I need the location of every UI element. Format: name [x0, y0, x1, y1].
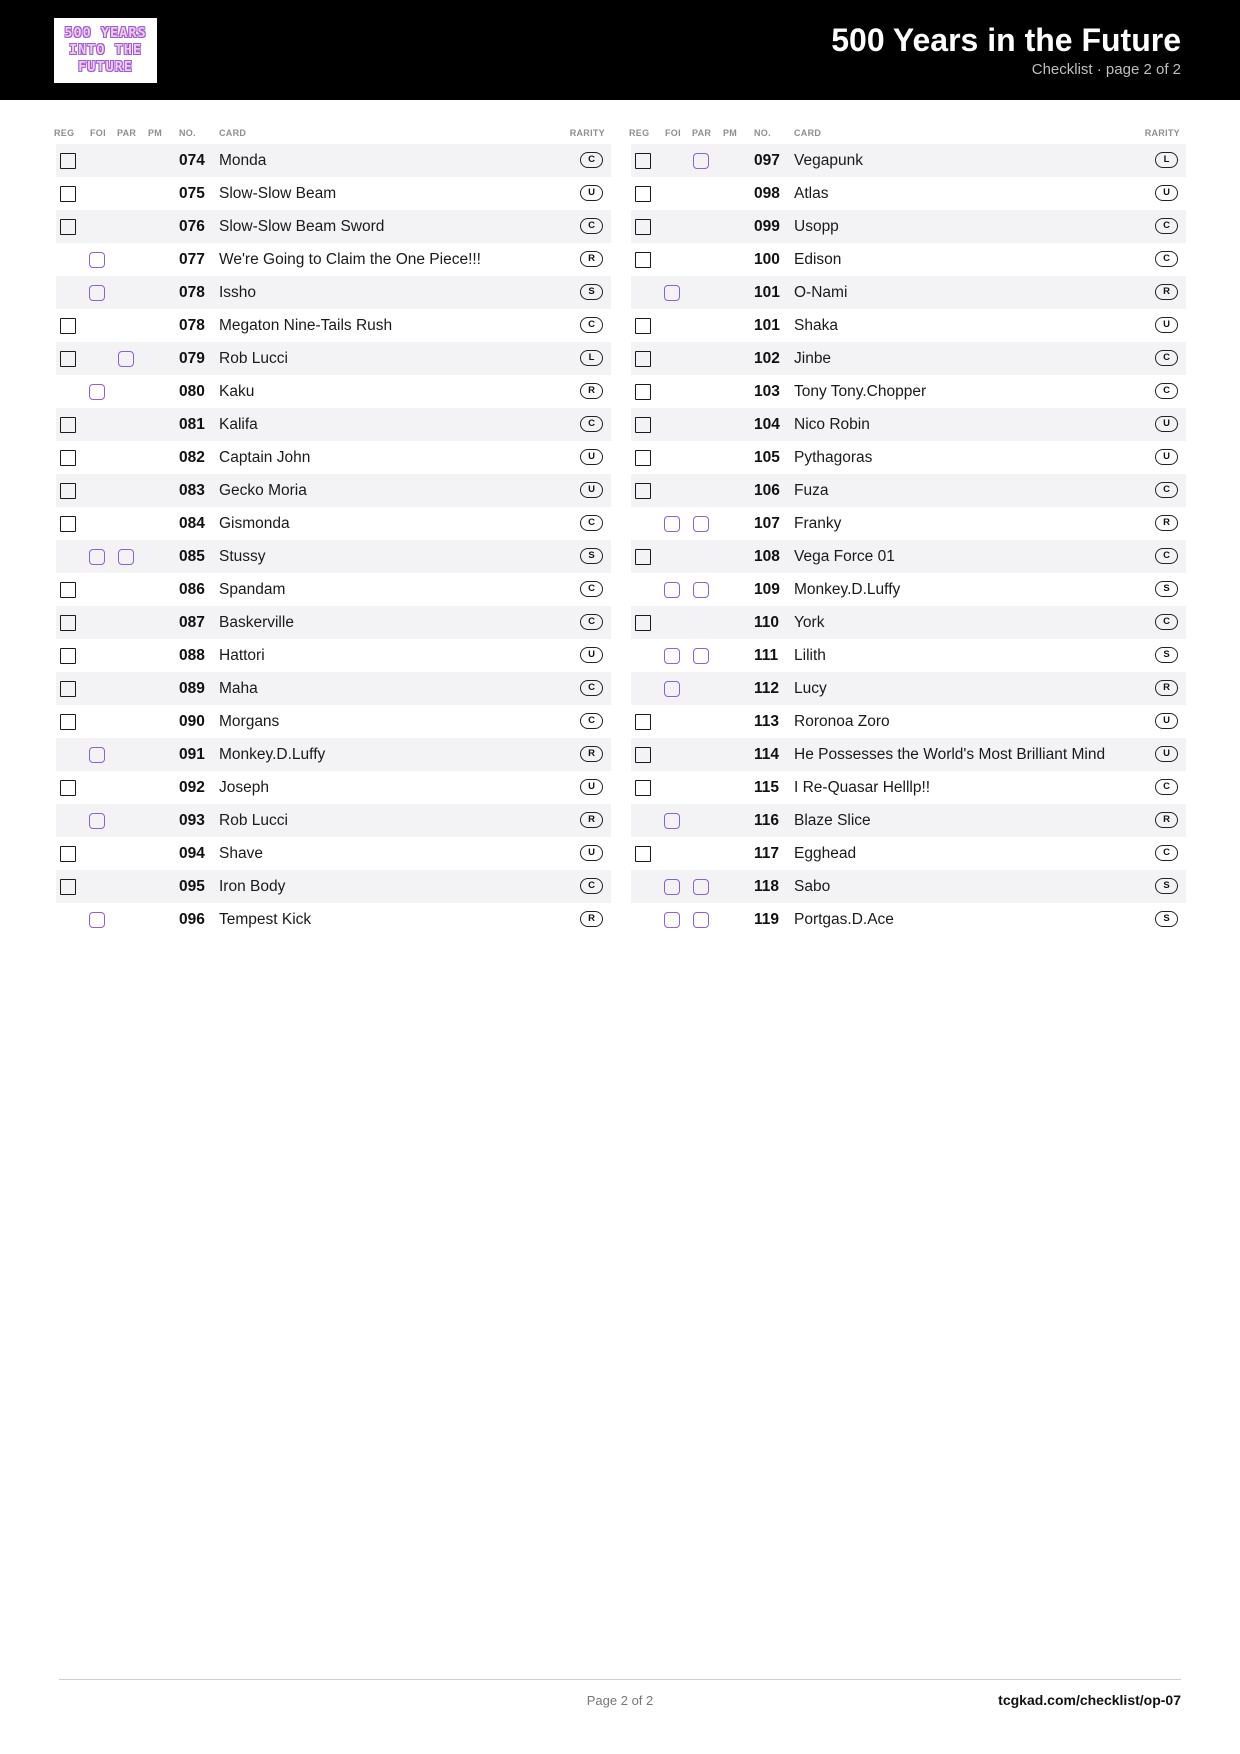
card-number: 102: [754, 350, 780, 367]
rarity-badge: U: [580, 482, 603, 498]
table-row: [631, 375, 1186, 408]
card-name: Sabo: [794, 878, 831, 895]
card-number: 106: [754, 482, 780, 499]
rarity-badge: S: [1155, 878, 1178, 894]
reg-checkbox[interactable]: [635, 846, 651, 862]
table-row: [56, 474, 611, 507]
header-pm: PM: [148, 128, 163, 138]
reg-checkbox[interactable]: [635, 549, 651, 565]
card-number: 075: [179, 185, 205, 202]
reg-checkbox[interactable]: [635, 351, 651, 367]
card-name: Egghead: [794, 845, 857, 862]
column-headers: [631, 124, 1186, 144]
card-number: 100: [754, 251, 780, 268]
card-number: 101: [754, 284, 780, 301]
card-number: 082: [179, 449, 205, 466]
card-name: Kalifa: [219, 416, 258, 433]
card-name: Joseph: [219, 779, 269, 796]
footer-url: tcgkad.com/checklist/op-07: [998, 1692, 1181, 1708]
card-name: Captain John: [219, 449, 311, 466]
rarity-badge: U: [1155, 713, 1178, 729]
card-name: Spandam: [219, 581, 286, 598]
card-number: 098: [754, 185, 780, 202]
table-row: [631, 639, 1186, 672]
header-foi: FOI: [90, 128, 106, 138]
table-row: [631, 705, 1186, 738]
card-name: Gismonda: [219, 515, 290, 532]
card-name: We're Going to Claim the One Piece!!!: [219, 251, 481, 268]
header-reg: REG: [54, 128, 75, 138]
table-row: [56, 144, 611, 177]
reg-checkbox[interactable]: [60, 450, 76, 466]
card-name: Gecko Moria: [219, 482, 307, 499]
card-name: Vega Force 01: [794, 548, 895, 565]
card-name: Megaton Nine-Tails Rush: [219, 317, 393, 334]
card-number: 101: [754, 317, 780, 334]
card-name: Nico Robin: [794, 416, 870, 433]
card-number: 090: [179, 713, 205, 730]
header-rarity: RARITY: [1144, 128, 1180, 138]
page-header: [0, 0, 1240, 100]
card-name: Monda: [219, 152, 267, 169]
reg-checkbox[interactable]: [60, 516, 76, 532]
reg-checkbox[interactable]: [635, 417, 651, 433]
table-row: [56, 243, 611, 276]
rarity-badge: U: [1155, 317, 1178, 333]
card-number: 110: [754, 614, 780, 631]
page-subtitle: Checklist · page 2 of 2: [1031, 61, 1181, 78]
table-row: [631, 144, 1186, 177]
parallel-checkbox[interactable]: [693, 648, 709, 664]
foil-checkbox[interactable]: [89, 252, 105, 268]
rarity-badge: R: [580, 911, 603, 927]
reg-checkbox[interactable]: [60, 648, 76, 664]
header-no: NO.: [754, 128, 771, 138]
rarity-badge: C: [580, 218, 603, 234]
reg-checkbox[interactable]: [635, 219, 651, 235]
reg-checkbox[interactable]: [60, 681, 76, 697]
card-number: 104: [754, 416, 780, 433]
card-name: Maha: [219, 680, 258, 697]
reg-checkbox[interactable]: [60, 714, 76, 730]
reg-checkbox[interactable]: [60, 318, 76, 334]
table-row: [56, 606, 611, 639]
card-number: 076: [179, 218, 205, 235]
card-number: 103: [754, 383, 780, 400]
foil-checkbox[interactable]: [664, 516, 680, 532]
card-name: Monkey.D.Luffy: [219, 746, 326, 763]
reg-checkbox[interactable]: [635, 780, 651, 796]
table-row: [56, 837, 611, 870]
table-row: [56, 210, 611, 243]
foil-checkbox[interactable]: [664, 912, 680, 928]
card-name: Lucy: [794, 680, 827, 697]
foil-checkbox[interactable]: [664, 813, 680, 829]
card-name: O-Nami: [794, 284, 848, 301]
table-row: [56, 375, 611, 408]
rarity-badge: R: [1155, 515, 1178, 531]
reg-checkbox[interactable]: [60, 879, 76, 895]
parallel-checkbox[interactable]: [693, 912, 709, 928]
rarity-badge: R: [1155, 284, 1178, 300]
reg-checkbox[interactable]: [60, 582, 76, 598]
header-reg: REG: [629, 128, 650, 138]
card-name: Issho: [219, 284, 257, 301]
rarity-badge: C: [580, 152, 603, 168]
card-number: 119: [754, 911, 780, 928]
card-name: Jinbe: [794, 350, 832, 367]
rarity-badge: S: [580, 284, 603, 300]
table-row: [56, 507, 611, 540]
reg-checkbox[interactable]: [60, 417, 76, 433]
card-number: 114: [754, 746, 780, 763]
table-row: [631, 177, 1186, 210]
reg-checkbox[interactable]: [635, 153, 651, 169]
rarity-badge: R: [580, 812, 603, 828]
rarity-badge: U: [580, 647, 603, 663]
table-row: [631, 507, 1186, 540]
column-headers: [56, 124, 611, 144]
card-name: Usopp: [794, 218, 839, 235]
card-name: I Re-Quasar Helllp!!: [794, 779, 931, 796]
rarity-badge: R: [1155, 680, 1178, 696]
rarity-badge: L: [580, 350, 603, 366]
header-foi: FOI: [665, 128, 681, 138]
table-row: [56, 441, 611, 474]
rarity-badge: C: [1155, 383, 1178, 399]
card-name: Stussy: [219, 548, 266, 565]
reg-checkbox[interactable]: [635, 186, 651, 202]
card-name: Iron Body: [219, 878, 286, 895]
card-number: 107: [754, 515, 780, 532]
card-number: 084: [179, 515, 205, 532]
checklist-column-left: [56, 124, 611, 936]
reg-checkbox[interactable]: [635, 483, 651, 499]
table-row: [56, 903, 611, 936]
header-par: PAR: [692, 128, 712, 138]
table-row: [56, 639, 611, 672]
rarity-badge: U: [580, 449, 603, 465]
card-number: 078: [179, 284, 205, 301]
rarity-badge: C: [580, 713, 603, 729]
card-name: Tempest Kick: [219, 911, 312, 928]
card-number: 115: [754, 779, 780, 796]
header-rarity: RARITY: [569, 128, 605, 138]
card-number: 094: [179, 845, 205, 862]
card-number: 085: [179, 548, 205, 565]
rarity-badge: C: [1155, 251, 1178, 267]
card-number: 093: [179, 812, 205, 829]
card-number: 108: [754, 548, 780, 565]
table-row: [631, 672, 1186, 705]
rarity-badge: R: [1155, 812, 1178, 828]
rarity-badge: C: [1155, 779, 1178, 795]
card-name: Edison: [794, 251, 842, 268]
card-name: Morgans: [219, 713, 280, 730]
card-number: 079: [179, 350, 205, 367]
reg-checkbox[interactable]: [635, 747, 651, 763]
card-number: 087: [179, 614, 205, 631]
header-pm: PM: [723, 128, 738, 138]
card-name: Blaze Slice: [794, 812, 871, 829]
table-row: [631, 606, 1186, 639]
table-row: [56, 309, 611, 342]
card-name: He Possesses the World's Most Brilliant Mind: [794, 746, 1106, 763]
rarity-badge: R: [580, 251, 603, 267]
card-number: 092: [179, 779, 205, 796]
reg-checkbox[interactable]: [60, 153, 76, 169]
card-name: Fuza: [794, 482, 829, 499]
rarity-badge: C: [580, 416, 603, 432]
reg-checkbox[interactable]: [60, 186, 76, 202]
card-name: Vegapunk: [794, 152, 863, 169]
reg-checkbox[interactable]: [60, 846, 76, 862]
foil-checkbox[interactable]: [664, 681, 680, 697]
table-row: [56, 738, 611, 771]
card-name: Rob Lucci: [219, 350, 288, 367]
table-row: [631, 276, 1186, 309]
card-name: Rob Lucci: [219, 812, 288, 829]
parallel-checkbox[interactable]: [118, 549, 134, 565]
card-name: Slow-Slow Beam: [219, 185, 337, 202]
table-row: [56, 177, 611, 210]
foil-checkbox[interactable]: [664, 582, 680, 598]
card-number: 117: [754, 845, 780, 862]
foil-checkbox[interactable]: [664, 285, 680, 301]
parallel-checkbox[interactable]: [693, 879, 709, 895]
card-name: Franky: [794, 515, 842, 532]
card-number: 080: [179, 383, 205, 400]
logo-line: FUTURE: [78, 59, 133, 75]
table-row: [631, 408, 1186, 441]
reg-checkbox[interactable]: [635, 450, 651, 466]
reg-checkbox[interactable]: [60, 483, 76, 499]
card-number: 105: [754, 449, 780, 466]
parallel-checkbox[interactable]: [693, 582, 709, 598]
card-name: Tony Tony.Chopper: [794, 383, 927, 400]
card-list-right: [631, 144, 1186, 936]
table-row: [56, 870, 611, 903]
rarity-badge: C: [580, 317, 603, 333]
table-row: [56, 672, 611, 705]
table-row: [631, 771, 1186, 804]
foil-checkbox[interactable]: [664, 648, 680, 664]
card-name: Monkey.D.Luffy: [794, 581, 901, 598]
table-row: [56, 804, 611, 837]
table-row: [631, 837, 1186, 870]
table-row: [631, 441, 1186, 474]
table-row: [631, 738, 1186, 771]
card-number: 088: [179, 647, 205, 664]
card-name: Shave: [219, 845, 263, 862]
rarity-badge: C: [1155, 548, 1178, 564]
parallel-checkbox[interactable]: [693, 516, 709, 532]
foil-checkbox[interactable]: [89, 549, 105, 565]
foil-checkbox[interactable]: [89, 813, 105, 829]
card-name: Roronoa Zoro: [794, 713, 890, 730]
rarity-badge: C: [1155, 218, 1178, 234]
table-row: [56, 276, 611, 309]
card-name: Kaku: [219, 383, 255, 400]
card-number: 118: [754, 878, 780, 895]
card-name: York: [794, 614, 825, 631]
card-number: 081: [179, 416, 205, 433]
logo-line: INTO THE: [68, 42, 143, 58]
rarity-badge: U: [1155, 416, 1178, 432]
foil-checkbox[interactable]: [664, 879, 680, 895]
header-card: CARD: [794, 128, 822, 138]
reg-checkbox[interactable]: [60, 780, 76, 796]
rarity-badge: U: [1155, 746, 1178, 762]
foil-checkbox[interactable]: [89, 285, 105, 301]
reg-checkbox[interactable]: [635, 252, 651, 268]
rarity-badge: S: [1155, 647, 1178, 663]
parallel-checkbox[interactable]: [693, 153, 709, 169]
rarity-badge: C: [580, 680, 603, 696]
rarity-badge: C: [580, 581, 603, 597]
header-card: CARD: [219, 128, 247, 138]
rarity-badge: U: [580, 185, 603, 201]
rarity-badge: L: [1155, 152, 1178, 168]
rarity-badge: C: [1155, 845, 1178, 861]
table-row: [56, 408, 611, 441]
reg-checkbox[interactable]: [635, 615, 651, 631]
card-number: 113: [754, 713, 780, 730]
reg-checkbox[interactable]: [635, 714, 651, 730]
rarity-badge: U: [1155, 449, 1178, 465]
card-number: 116: [754, 812, 780, 829]
table-row: [56, 771, 611, 804]
card-name: Atlas: [794, 185, 829, 202]
rarity-badge: C: [580, 614, 603, 630]
table-row: [631, 870, 1186, 903]
card-name: Portgas.D.Ace: [794, 911, 894, 928]
card-name: Pythagoras: [794, 449, 873, 466]
table-row: [631, 474, 1186, 507]
logo-line: 500 YEARS: [64, 25, 147, 41]
reg-checkbox[interactable]: [60, 351, 76, 367]
rarity-badge: C: [580, 515, 603, 531]
foil-checkbox[interactable]: [89, 912, 105, 928]
reg-checkbox[interactable]: [60, 219, 76, 235]
card-name: Hattori: [219, 647, 265, 664]
table-row: [631, 243, 1186, 276]
checklist-column-right: [631, 124, 1186, 936]
rarity-badge: R: [580, 383, 603, 399]
set-logo: [54, 18, 157, 83]
table-row: [631, 210, 1186, 243]
table-row: [56, 540, 611, 573]
footer-page-number: Page 2 of 2: [586, 1693, 654, 1708]
rarity-badge: C: [1155, 614, 1178, 630]
rarity-badge: S: [1155, 911, 1178, 927]
reg-checkbox[interactable]: [60, 615, 76, 631]
card-number: 077: [179, 251, 205, 268]
rarity-badge: U: [580, 779, 603, 795]
card-number: 078: [179, 317, 205, 334]
table-row: [631, 573, 1186, 606]
reg-checkbox[interactable]: [635, 318, 651, 334]
card-name: Shaka: [794, 317, 838, 334]
rarity-badge: U: [580, 845, 603, 861]
table-row: [631, 342, 1186, 375]
foil-checkbox[interactable]: [89, 384, 105, 400]
card-number: 099: [754, 218, 780, 235]
card-number: 109: [754, 581, 780, 598]
card-number: 074: [179, 152, 205, 169]
card-number: 111: [754, 647, 779, 664]
card-number: 091: [179, 746, 205, 763]
table-row: [631, 309, 1186, 342]
rarity-badge: U: [1155, 185, 1178, 201]
card-name: Slow-Slow Beam Sword: [219, 218, 385, 235]
table-row: [56, 573, 611, 606]
card-number: 095: [179, 878, 205, 895]
table-row: [631, 903, 1186, 936]
page-title: 500 Years in the Future: [831, 22, 1181, 58]
rarity-badge: S: [580, 548, 603, 564]
card-number: 097: [754, 152, 780, 169]
rarity-badge: C: [1155, 350, 1178, 366]
table-row: [631, 804, 1186, 837]
reg-checkbox[interactable]: [635, 384, 651, 400]
table-row: [56, 342, 611, 375]
card-number: 086: [179, 581, 205, 598]
header-no: NO.: [179, 128, 196, 138]
card-number: 112: [754, 680, 780, 697]
header-par: PAR: [117, 128, 137, 138]
table-row: [56, 705, 611, 738]
rarity-badge: R: [580, 746, 603, 762]
card-name: Baskerville: [219, 614, 294, 631]
footer-divider: [59, 1679, 1181, 1680]
card-number: 089: [179, 680, 205, 697]
rarity-badge: C: [1155, 482, 1178, 498]
foil-checkbox[interactable]: [89, 747, 105, 763]
rarity-badge: C: [580, 878, 603, 894]
table-row: [631, 540, 1186, 573]
parallel-checkbox[interactable]: [118, 351, 134, 367]
card-number: 096: [179, 911, 205, 928]
rarity-badge: S: [1155, 581, 1178, 597]
card-name: Lilith: [794, 647, 826, 664]
card-list-left: [56, 144, 611, 936]
card-number: 083: [179, 482, 205, 499]
